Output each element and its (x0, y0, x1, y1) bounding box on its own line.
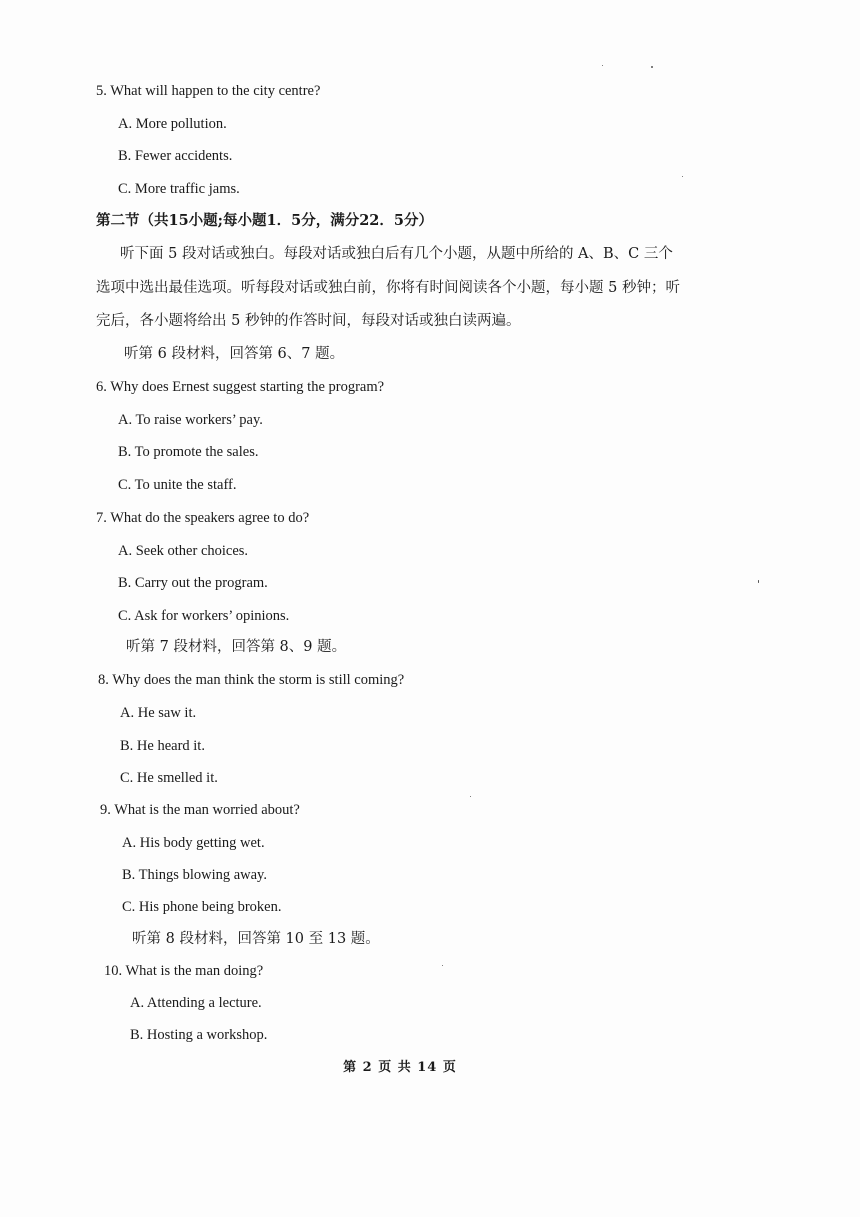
question-8 (98, 671, 404, 689)
scan-speck (442, 965, 443, 966)
question-number: 5. (96, 83, 107, 99)
question-text: What will happen to the city centre? (110, 83, 321, 99)
scan-speck (470, 796, 471, 797)
instruction-line-2: 选项中选出最佳选项。听每段对话或独白前，你将有时间阅读各个小题，每小题 5 秒钟；听 (96, 280, 680, 296)
option-b: B. To promote the sales. (118, 444, 259, 460)
question-text: What is the man doing? (125, 963, 264, 979)
option-c: C. To unite the staff. (118, 477, 237, 493)
material-7-prompt: 听第 7 段材料，回答第 8、9 题。 (126, 639, 347, 655)
option-b: B. Hosting a workshop. (130, 1027, 268, 1043)
option-b: B. Things blowing away. (122, 867, 267, 883)
material-6-prompt: 听第 6 段材料，回答第 6、7 题。 (124, 346, 345, 362)
option-a: A. He saw it. (120, 705, 197, 721)
question-number: 9. (100, 802, 111, 818)
question-6 (96, 378, 384, 396)
question-10 (104, 962, 263, 980)
option-a: A. Attending a lecture. (130, 995, 262, 1011)
question-5 (96, 82, 320, 100)
option-b: B. Carry out the program. (118, 575, 268, 591)
option-a: A. More pollution. (118, 116, 227, 132)
question-number: 8. (98, 672, 109, 688)
scan-speck (651, 66, 653, 68)
scan-speck (602, 65, 603, 66)
option-a: A. To raise workers’ pay. (118, 412, 263, 428)
section-heading: 第二节（共15小题;每小题1．5分，满分22．5分） (96, 212, 433, 229)
option-c: C. His phone being broken. (122, 899, 282, 915)
option-c: C. Ask for workers’ opinions. (118, 608, 290, 624)
question-text: What do the speakers agree to do? (110, 510, 310, 526)
option-c: C. More traffic jams. (118, 181, 240, 197)
scan-speck (758, 580, 759, 583)
question-7 (96, 509, 309, 527)
option-c: C. He smelled it. (120, 770, 218, 786)
instruction-line-1: 听下面 5 段对话或独白。每段对话或独白后有几个小题，从题中所给的 A、B、C 三个 (120, 246, 673, 262)
question-text: Why does Ernest suggest starting the program? (110, 379, 385, 395)
option-a: A. Seek other choices. (118, 543, 249, 559)
question-number: 10. (104, 963, 123, 979)
option-b: B. Fewer accidents. (118, 148, 233, 164)
instruction-line-3: 完后，各小题将给出 5 秒钟的作答时间，每段对话或独白读两遍。 (96, 313, 521, 329)
question-text: Why does the man think the storm is still coming? (112, 672, 405, 688)
page-footer: 第 2 页 共 14 页 (343, 1060, 457, 1075)
question-9 (100, 801, 300, 819)
option-b: B. He heard it. (120, 738, 205, 754)
question-text: What is the man worried about? (114, 802, 300, 818)
scan-speck (682, 176, 683, 177)
question-number: 7. (96, 510, 107, 526)
option-a: A. His body getting wet. (122, 835, 265, 851)
material-8-prompt: 听第 8 段材料，回答第 10 至 13 题。 (132, 931, 380, 947)
question-number: 6. (96, 379, 107, 395)
